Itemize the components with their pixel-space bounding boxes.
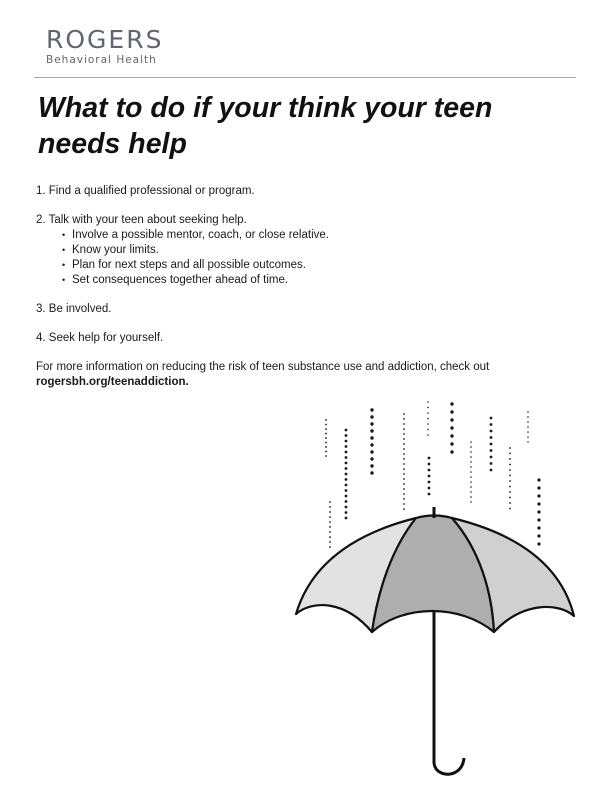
rain-drop (509, 453, 511, 455)
rain-drop (325, 433, 327, 435)
rain-drop (527, 421, 529, 423)
rain-drop (345, 489, 348, 492)
rain-drop (509, 458, 511, 460)
rain-drop (490, 462, 493, 465)
rain-drop (345, 500, 348, 503)
substep-item: • Plan for next steps and all possible outcomes. (62, 258, 576, 273)
rain-drop (325, 437, 327, 439)
more-info-text: For more information on reducing the risk of teen substance use and addiction, check out (36, 361, 490, 373)
rain-drop (370, 415, 373, 418)
rain-drop (345, 429, 348, 432)
rain-drop (345, 434, 348, 437)
rain-drop (403, 453, 405, 455)
rain-drop (403, 458, 405, 460)
substep-item: • Know your limits. (62, 243, 576, 258)
rain-drop (403, 418, 405, 420)
rain-drop (470, 486, 472, 488)
rain-drop (509, 480, 511, 482)
rain-drop (345, 467, 348, 470)
rain-drop (428, 487, 431, 490)
rain-drop (370, 443, 373, 446)
rain-drop (537, 494, 540, 497)
rain-drop (428, 481, 431, 484)
logo-subtitle: Behavioral Health (46, 54, 157, 66)
rain-drop (527, 441, 529, 443)
rain-drop (470, 476, 472, 478)
rain-drop (370, 450, 373, 453)
rain-drop (490, 456, 493, 459)
rain-drop (527, 426, 529, 428)
rain-drop (345, 484, 348, 487)
rain-drop (450, 402, 453, 405)
rain-drop (509, 508, 511, 510)
rain-drop (403, 473, 405, 475)
rain-drop (470, 496, 472, 498)
rain-drop (370, 464, 373, 467)
rain-drop (329, 516, 331, 518)
rain-drop (325, 442, 327, 444)
rain-drop (490, 417, 493, 420)
rain-drop (329, 526, 331, 528)
umbrella-icon (296, 507, 574, 774)
rain-drop (325, 446, 327, 448)
rain-drop (345, 462, 348, 465)
step-2-text: 2. Talk with your teen about seeking help. (36, 214, 247, 226)
rain-drop (370, 422, 373, 425)
rain-drop (537, 478, 540, 481)
rain-drop (537, 502, 540, 505)
rain-drop (370, 436, 373, 439)
rain-drop (527, 431, 529, 433)
rain-drop (470, 456, 472, 458)
rain-drop (329, 511, 331, 513)
rain-drop (345, 451, 348, 454)
rain-drop (450, 434, 453, 437)
rain-drop (450, 450, 453, 453)
rain-drop (370, 429, 373, 432)
rain-drop (470, 461, 472, 463)
rain-drop (329, 541, 331, 543)
rain-drop (403, 503, 405, 505)
rain-drop (428, 475, 431, 478)
rain-drop (490, 430, 493, 433)
rain-drop (329, 531, 331, 533)
rain-drop (490, 449, 493, 452)
page-title: What to do if your think your teen needs help (38, 92, 493, 160)
logo-wordmark: ROGERS (46, 25, 164, 54)
rain-drop (403, 448, 405, 450)
rain-drop (450, 442, 453, 445)
rain-drop (490, 469, 493, 472)
rain-drop (403, 438, 405, 440)
more-info-link[interactable]: rogersbh.org/teenaddiction. (36, 376, 189, 388)
rain-drop (509, 497, 511, 499)
rain-drop (470, 446, 472, 448)
rain-drop (329, 546, 331, 548)
rain-drop (427, 407, 429, 409)
rain-drop (470, 441, 472, 443)
step-3-text: 3. Be involved. (36, 303, 112, 315)
rain-drop (537, 542, 540, 545)
rain-drop (370, 471, 373, 474)
rain-drop (428, 457, 431, 460)
rain-drop (325, 424, 327, 426)
rain-drop (427, 423, 429, 425)
rain-drop (428, 463, 431, 466)
rain-drop (325, 455, 327, 457)
umbrella-handle (434, 612, 464, 774)
rain-drop (470, 471, 472, 473)
rain-drop (325, 419, 327, 421)
rain-drop (345, 445, 348, 448)
rain-drop (450, 426, 453, 429)
rain-drop (427, 401, 429, 403)
rain-drop (490, 436, 493, 439)
rain-drop (509, 464, 511, 466)
rain-drop (345, 511, 348, 514)
rain-drop (403, 498, 405, 500)
rain-drop (345, 478, 348, 481)
substep-item: • Involve a possible mentor, coach, or close relative. (62, 228, 576, 243)
rain-drop (329, 536, 331, 538)
rain-drop (325, 428, 327, 430)
rain-drop (403, 413, 405, 415)
rain-drop (427, 418, 429, 420)
rain-drop (509, 486, 511, 488)
rain-drop (403, 443, 405, 445)
rain-drop (428, 493, 431, 496)
step-4-text: 4. Seek help for yourself. (36, 332, 164, 344)
rain-drop (403, 428, 405, 430)
rain-drop (509, 447, 511, 449)
rain-drop (345, 495, 348, 498)
rain-drop (428, 469, 431, 472)
substep-item: • Set consequences together ahead of time. (62, 273, 576, 288)
rain-drop (345, 440, 348, 443)
step-1-text: 1. Find a qualified professional or program. (36, 185, 255, 197)
rain-drop (345, 473, 348, 476)
rain-drop (403, 483, 405, 485)
rain-drop (537, 486, 540, 489)
rain-drop (527, 411, 529, 413)
rain-drop (403, 433, 405, 435)
rain-drop (403, 488, 405, 490)
rain-drop (345, 456, 348, 459)
rain-drop (370, 457, 373, 460)
rain-drop (470, 481, 472, 483)
rain-drop (427, 412, 429, 414)
rain-drop (403, 493, 405, 495)
rain-drop (345, 517, 348, 520)
rain-drop (329, 501, 331, 503)
rain-drop (470, 491, 472, 493)
rain-drop (345, 506, 348, 509)
rain-drop (527, 416, 529, 418)
rain-drop (509, 469, 511, 471)
rain-drop (490, 423, 493, 426)
rain-drop (470, 451, 472, 453)
rain-drop (509, 491, 511, 493)
rain-drop (403, 508, 405, 510)
rain-drop (450, 418, 453, 421)
rain-drop (403, 423, 405, 425)
rain-drop (537, 534, 540, 537)
rain-drop (403, 468, 405, 470)
rain-drop (537, 510, 540, 513)
rain-drop (403, 478, 405, 480)
rain-drop (537, 518, 540, 521)
rain-drop (450, 410, 453, 413)
rain-drop (329, 506, 331, 508)
rain-drop (527, 436, 529, 438)
rain-drop (470, 466, 472, 468)
rain-drop (370, 408, 373, 411)
rain-drop (325, 451, 327, 453)
rain-drop (490, 443, 493, 446)
rain-drop (509, 475, 511, 477)
rain-drop (427, 429, 429, 431)
rain-drop (509, 502, 511, 504)
rain-drop (537, 526, 540, 529)
rain-drop (329, 521, 331, 523)
rain-drop (470, 501, 472, 503)
rain-drop (403, 463, 405, 465)
rain-drop (427, 434, 429, 436)
